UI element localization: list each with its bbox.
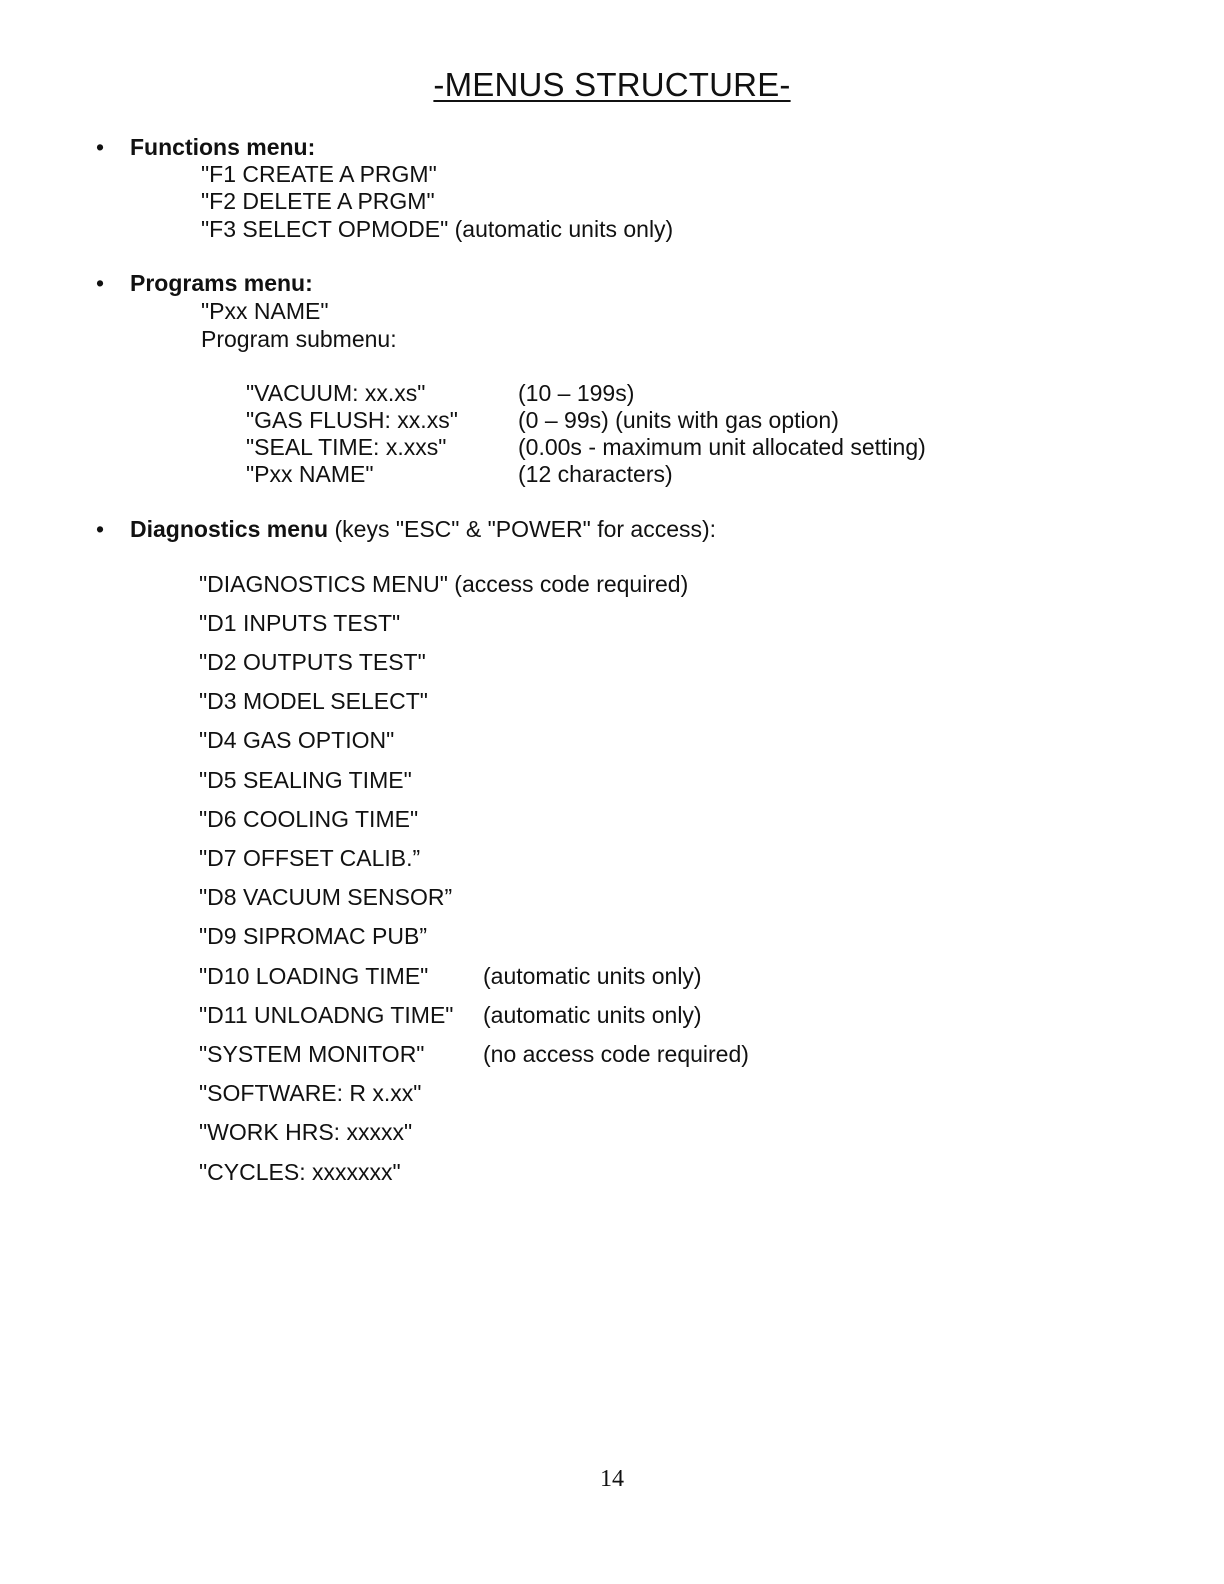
submenu-label: "GAS FLUSH: xx.xs" xyxy=(246,407,458,433)
functions-item: "F1 CREATE A PRGM" xyxy=(201,161,437,187)
diagnostics-heading-suffix: (keys "ESC" & "POWER" for access): xyxy=(328,516,717,542)
page-title xyxy=(0,66,1224,104)
programs-item: Program submenu: xyxy=(201,326,397,352)
diagnostics-note: (automatic units only) xyxy=(483,963,702,989)
diagnostics-item: "D4 GAS OPTION" xyxy=(199,727,395,753)
diagnostics-item: "D11 UNLOADNG TIME" xyxy=(199,1002,454,1028)
submenu-note: (0 – 99s) (units with gas option) xyxy=(518,407,839,433)
submenu-label: "Pxx NAME" xyxy=(246,461,374,487)
diagnostics-heading: Diagnostics menu xyxy=(130,516,329,542)
diagnostics-item: "D9 SIPROMAC PUB” xyxy=(199,923,427,949)
diagnostics-item: "SYSTEM MONITOR" xyxy=(199,1041,425,1067)
diagnostics-item: "CYCLES: xxxxxxx" xyxy=(199,1159,401,1185)
bullet-icon: • xyxy=(96,516,105,542)
diagnostics-item: "D6 COOLING TIME" xyxy=(199,806,419,832)
programs-item: "Pxx NAME" xyxy=(201,298,329,324)
submenu-label: "VACUUM: xx.xs" xyxy=(246,380,426,406)
submenu-label: "SEAL TIME: x.xxs" xyxy=(246,434,447,460)
diagnostics-item: "D10 LOADING TIME" xyxy=(199,963,429,989)
diagnostics-item: "D8 VACUUM SENSOR” xyxy=(199,884,453,910)
submenu-note: (12 characters) xyxy=(518,461,673,487)
page-number: 14 xyxy=(600,1466,624,1492)
submenu-note: (10 – 199s) xyxy=(518,380,635,406)
diagnostics-item: "D3 MODEL SELECT" xyxy=(199,688,428,714)
diagnostics-item: "D1 INPUTS TEST" xyxy=(199,610,401,636)
programs-heading-line xyxy=(96,270,313,297)
bullet-icon: • xyxy=(96,270,105,296)
page-title-text: -MENUS STRUCTURE- xyxy=(433,66,791,103)
bullet-icon: • xyxy=(96,134,105,160)
diagnostics-heading-line xyxy=(96,516,717,543)
submenu-note: (0.00s - maximum unit allocated setting) xyxy=(518,434,926,460)
diagnostics-note: (no access code required) xyxy=(483,1041,749,1067)
diagnostics-item: "WORK HRS: xxxxx" xyxy=(199,1119,413,1145)
functions-heading: Functions menu: xyxy=(130,134,316,160)
diagnostics-item: "D7 OFFSET CALIB.” xyxy=(199,845,421,871)
functions-item: "F3 SELECT OPMODE" (automatic units only) xyxy=(201,216,674,242)
diagnostics-item: "D2 OUTPUTS TEST" xyxy=(199,649,426,675)
diagnostics-item: "SOFTWARE: R x.xx" xyxy=(199,1080,422,1106)
diagnostics-note: (automatic units only) xyxy=(483,1002,702,1028)
diagnostics-item: "D5 SEALING TIME" xyxy=(199,767,412,793)
diagnostics-item: "DIAGNOSTICS MENU" (access code required) xyxy=(199,571,689,597)
functions-heading-line xyxy=(96,134,316,161)
programs-heading: Programs menu: xyxy=(130,270,313,296)
functions-item: "F2 DELETE A PRGM" xyxy=(201,188,435,214)
